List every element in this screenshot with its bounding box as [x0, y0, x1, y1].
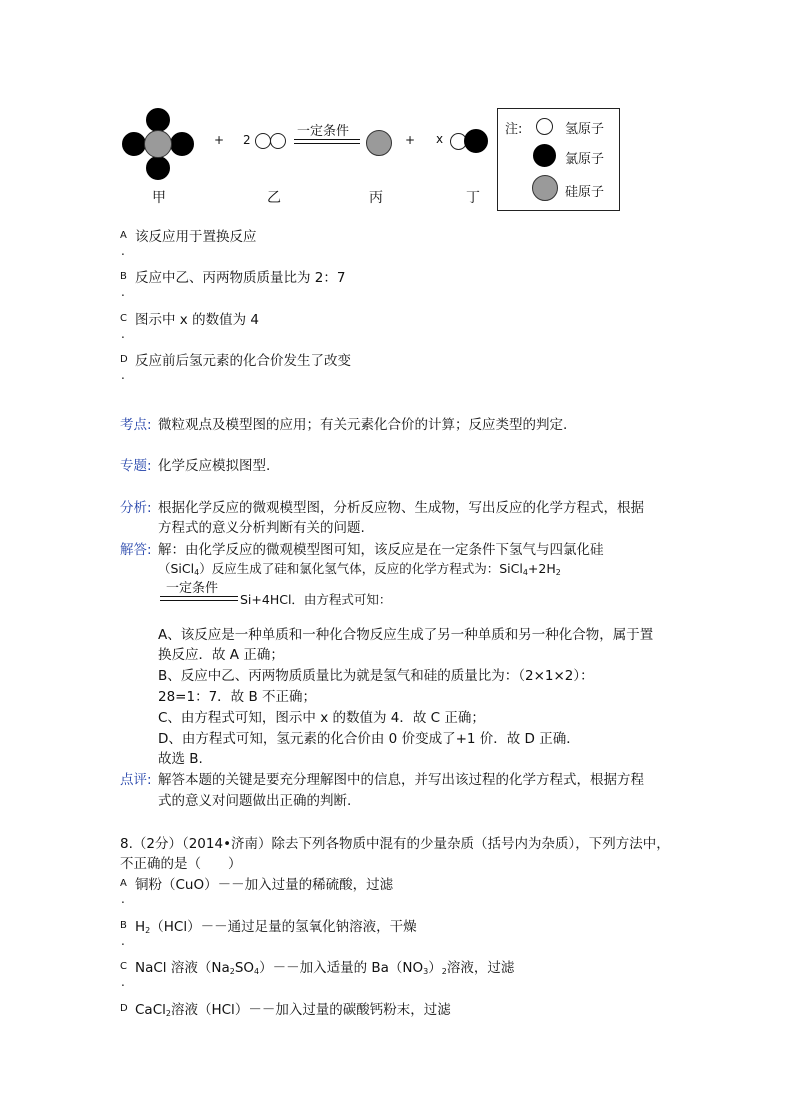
dianping-line-2: 式的意义对问题做出正确的判断. — [158, 793, 352, 809]
q8-d-pre: CaCl — [135, 1002, 166, 1018]
q8-b-post: （HCl）－－通过足量的氢氧化钠溶液，干燥 — [150, 919, 417, 935]
subscript: 2 — [555, 568, 561, 577]
subscript: 2 — [229, 967, 235, 976]
fenxi-line-2: 方程式的意义分析判断有关的问题. — [158, 520, 365, 536]
q8-c-post: ） — [428, 960, 442, 976]
equation-equals-line — [160, 600, 238, 601]
legend-hydrogen-icon — [536, 118, 553, 135]
q8-c-pre: NaCl 溶液（Na — [135, 960, 230, 976]
equals-line — [294, 139, 360, 140]
jieda-line-2 — [158, 559, 561, 577]
q8-stem-1: 8.（2分）（2014•济南）除去下列各物质中混有的少量杂质（括号内为杂质），下列方法中， — [120, 836, 670, 852]
kaodian-text: 微粒观点及模型图的应用；有关元素化合价的计算；反应类型的判定. — [158, 417, 568, 433]
option-dot: . — [121, 285, 125, 299]
jieda-end: 故选 B. — [158, 751, 203, 767]
q8-c-mid: SO — [234, 960, 255, 976]
legend-chlorine-label: 氯原子 — [565, 152, 605, 167]
jieda-a-1: A、该反应是一种单质和一种化合物反应生成了另一种单质和另一种化合物，属于置 — [158, 627, 654, 643]
kaodian-label: 考点: — [120, 417, 152, 433]
hydrogen-atom — [255, 133, 271, 149]
q8-option-a: 铜粉（CuO）－－加入过量的稀硫酸，过滤 — [135, 877, 394, 893]
jieda-a-2: 换反应．故 A 正确； — [158, 647, 284, 663]
option-letter: C — [120, 961, 127, 972]
reaction-condition: 一定条件 — [297, 124, 350, 139]
jieda-c: C、由方程式可知，图示中 x 的数值为 4．故 C 正确； — [158, 710, 485, 726]
subscript: 2 — [165, 1009, 171, 1018]
option-dot: . — [121, 892, 125, 906]
option-letter: D — [120, 354, 128, 365]
jieda-b-1: B、反应中乙、丙两物质质量比为就是氢气和硅的质量比为：（2×1×2）： — [158, 668, 594, 684]
option-dot: . — [121, 244, 125, 258]
plus-sign: + — [214, 133, 225, 147]
silicon-atom — [144, 130, 172, 158]
label-yi: 乙 — [267, 190, 281, 206]
jieda-line-3: Si+4HCl．由方程式可知： — [240, 592, 392, 607]
silicon-atom — [366, 130, 392, 156]
chlorine-atom — [146, 108, 170, 132]
plus-sign: + — [405, 133, 416, 147]
q8-option-b — [135, 915, 417, 935]
legend-hydrogen-label: 氢原子 — [565, 122, 605, 137]
fenxi-label: 分析: — [120, 500, 152, 516]
option-letter: A — [120, 878, 127, 889]
chlorine-atom — [464, 129, 488, 153]
label-bing: 丙 — [369, 190, 383, 206]
option-a-text: 该反应用于置换反应 — [135, 229, 257, 245]
label-ding: 丁 — [466, 190, 480, 206]
q8-c-mid2: ）－－加入适量的 Ba（NO — [259, 960, 424, 976]
jieda-b-2: 28=1：7．故 B 不正确； — [158, 689, 317, 705]
subscript: 4 — [522, 568, 528, 577]
option-letter: A — [120, 230, 127, 241]
equation-condition: 一定条件 — [166, 581, 219, 596]
option-dot: . — [121, 975, 125, 989]
subscript: 4 — [254, 967, 260, 976]
jieda-line-2-b: ）反应生成了硅和氯化氢气体，反应的化学方程式为：SiCl — [199, 561, 523, 576]
fenxi-line-1: 根据化学反应的微观模型图，分析反应物、生成物，写出反应的化学方程式，根据 — [158, 500, 644, 516]
option-dot: . — [121, 368, 125, 382]
subscript: 2 — [441, 967, 447, 976]
option-dot: . — [121, 934, 125, 948]
chlorine-atom — [122, 132, 146, 156]
subscript: 3 — [423, 967, 429, 976]
zhuanti-text: 化学反应模拟图型. — [158, 458, 271, 474]
subscript: 4 — [194, 568, 200, 577]
option-d-text: 反应前后氢元素的化合价发生了改变 — [135, 353, 351, 369]
q8-b-pre: H — [135, 919, 146, 935]
option-letter: C — [120, 313, 127, 324]
jieda-line-2-c: +2H — [527, 561, 556, 576]
chlorine-atom — [170, 132, 194, 156]
zhuanti-label: 专题: — [120, 458, 152, 474]
q8-stem-2: 不正确的是（ ） — [120, 856, 242, 872]
option-dot: . — [121, 327, 125, 341]
jieda-line-2-a: （SiCl — [158, 561, 195, 576]
option-c-text: 图示中 x 的数值为 4 — [135, 312, 259, 328]
legend-silicon-label: 硅原子 — [565, 185, 605, 200]
q8-d-post: 溶液（HCl）－－加入过量的碳酸钙粉末，过滤 — [170, 1002, 451, 1018]
option-letter: D — [120, 1003, 128, 1014]
q8-option-d — [135, 998, 451, 1018]
jieda-line-1: 解：由化学反应的微观模型图可知，该反应是在一定条件下氢气与四氯化硅 — [158, 542, 604, 558]
legend-silicon-icon — [532, 175, 558, 201]
subscript: 2 — [145, 926, 151, 935]
hydrogen-atom — [270, 133, 286, 149]
dianping-line-1: 解答本题的关键是要充分理解图中的信息，并写出该过程的化学方程式，根据方程 — [158, 772, 644, 788]
legend-chlorine-icon — [533, 144, 556, 167]
coefficient-ding: x — [436, 132, 444, 146]
dianping-label: 点评: — [120, 772, 152, 788]
jieda-label: 解答: — [120, 542, 152, 558]
option-letter: B — [120, 271, 127, 282]
q8-option-c — [135, 956, 514, 976]
label-jia: 甲 — [152, 190, 166, 206]
equation-equals-line — [160, 596, 238, 597]
coefficient-yi: 2 — [243, 133, 251, 147]
jieda-d: D、由方程式可知，氢元素的化合价由 0 价变成了+1 价．故 D 正确． — [158, 731, 580, 747]
legend-note: 注: — [505, 122, 523, 137]
q8-c-end: 溶液，过滤 — [446, 960, 515, 976]
equals-line — [294, 143, 360, 144]
option-b-text: 反应中乙、丙两物质质量比为 2：7 — [135, 270, 346, 286]
chlorine-atom — [146, 156, 170, 180]
option-letter: B — [120, 920, 127, 931]
